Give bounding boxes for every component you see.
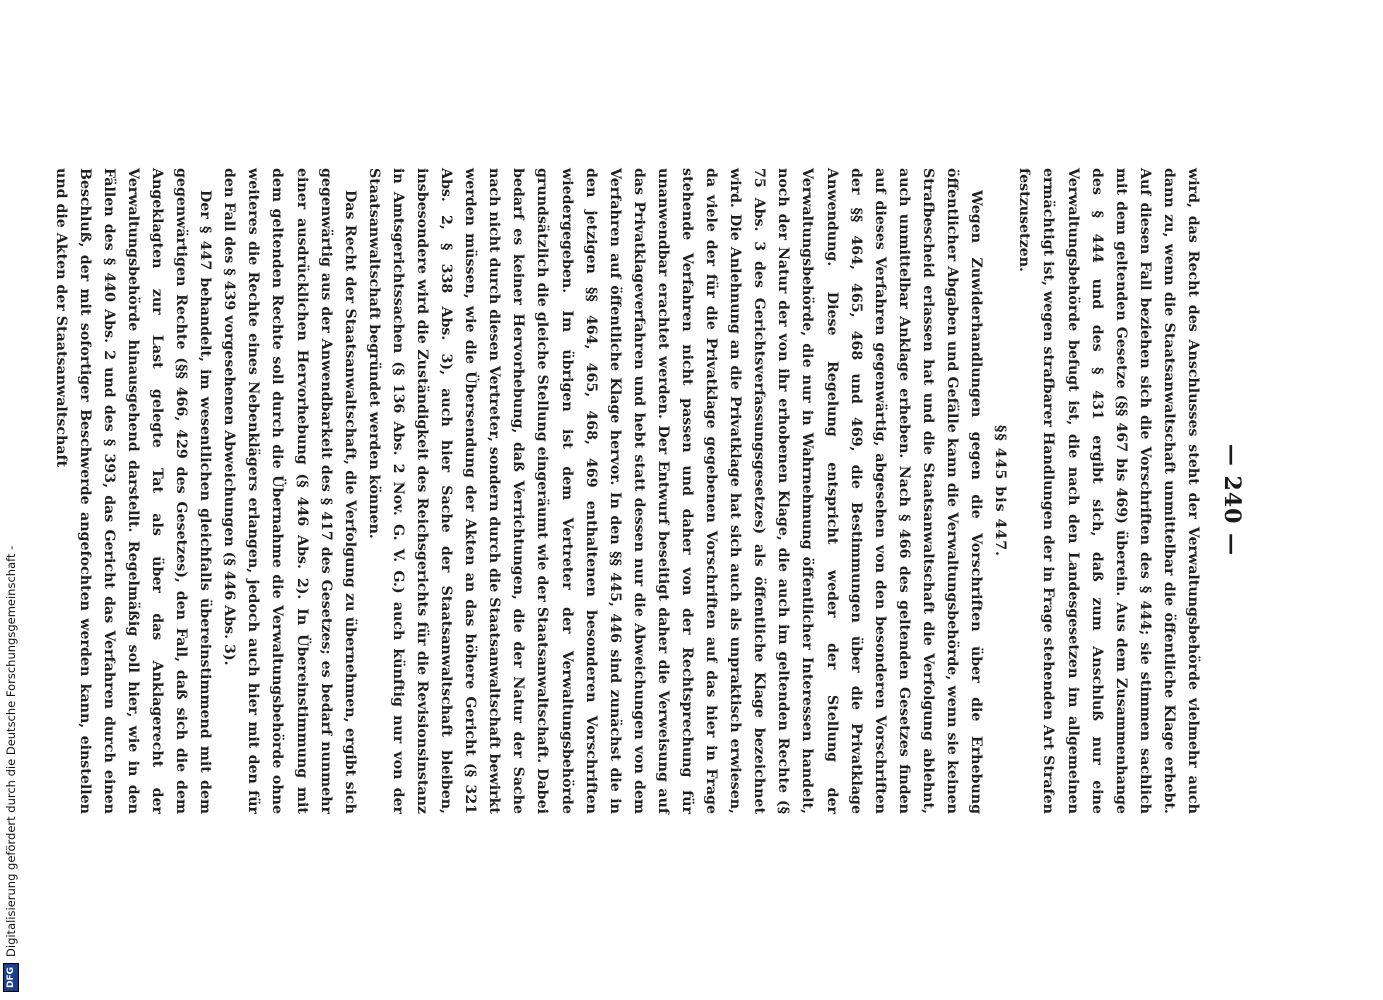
page-number: — 240 —	[1219, 443, 1245, 557]
paragraph-4: Der § 447 behandelt, im wesentlichen gleichfalls übereinstimmend mit dem gegenwärtigen Rechte (§§ 466, 429 des Gesetzes), den Fall, daß sich die dem Angeklagten zur Last gelegte Tat als über das Anklagerecht der Verwaltungsbehörde hinausgehend darstellt. Regelmäßig soll hier, wie in den Fällen des § 440 Abs. 2 und des § 393, das Gericht das Verfahren durch einen Beschluß, der mit sofortiger Beschwerde angefochten werden kann, einstellen und die Akten der Staatsanwaltschaft	[52, 168, 214, 814]
digitization-footer	[2, 0, 20, 1000]
page-body	[49, 168, 1206, 814]
section-heading: §§ 445 bis 447.	[992, 424, 1009, 558]
footer-text: Digitalisierung gefördert durch die Deutsche Forschungsgemeinschaft -	[4, 545, 18, 957]
paragraph-3: Das Recht der Staatsanwaltschaft, die Verfolgung zu übernehmen, ergibt sich gegenwärtig aus der Anwendbarkeit des § 417 des Gesetzes; es bedarf nunmehr einer ausdrücklichen Hervorhebung (§ 446 Abs. 2). In Übereinstimmung mit dem geltenden Rechte soll durch die Übernahme die Verwaltungsbehörde ohne weiteres die Rechte eines Nebenklägers erlangen, jedoch auch hier mit den für den Fall des § 439 vorgesehenen Abweichungen (§ 446 Abs. 3).	[221, 168, 358, 814]
paragraph-2: Wegen Zuwiderhandlungen gegen die Vorschriften über die Erhebung öffentlicher Abgaben und Gefälle kann die Verwaltungsbehörde, wenn sie keinen Strafbescheid erlassen hat und die Staatsanwaltschaft die Verfolgung ablehnt, auch unmittelbar Anklage erheben. Nach § 466 des geltenden Gesetzes finden auf dieses Verfahren gegenwärtig, abgesehen von den besonderen Vorschriften der §§ 464, 465, 468 und 469, die Bestimmungen über die Privatklage Anwendung. Diese Regelung entspricht weder der Stellung der Verwaltungsbehörde, die nur in Wahrnehmung öffentlicher Interessen handelt, noch der Natur der von ihr erhobenen Klage, die auch im geltenden Rechte (§ 75 Abs. 3 des Gerichtsverfassungsgesetzes) als öffentliche Klage bezeichnet wird. Die Anlehnung an die Privatklage hat sich auch als unpraktisch erwiesen, da viele der für die Privatklage gegebenen Vorschriften auf das hier in Frage stehende Verfahren nicht passen und daher von der Rechtsprechung für unanwendbar erachtet werden. Der Entwurf beseitigt daher die Verweisung auf das Privatklageverfahren und hebt statt dessen nur die Abweichungen von dem Verfahren auf öffentliche Klage hervor. In den §§ 445, 446 sind zunächst die in den jetzigen §§ 464, 465, 468, 469 enthaltenen besonderen Vorschriften wiedergegeben. Im übrigen ist dem Vertreter der Verwaltungsbehörde grundsätzlich die gleiche Stellung eingeräumt wie der Staatsanwaltschaft. Dabei bedarf es keiner Hervorhebung, daß Verrichtungen, die der Natur der Sache nach nicht durch diesen Vertreter, sondern durch die Staatsanwaltschaft bewirkt werden müssen, wie die Übersendung der Akten an das höhere Gericht (§ 321 Abs. 2, § 338 Abs. 3), auch hier Sache der Staatsanwaltschaft bleiben, insbesondere wird die Zuständigkeit des Reichsgerichts für die Revisionsinstanz in Amtsgerichtssachen (§ 136 Abs. 2 Nov. G. V. G.) auch künftig nur von der Staatsanwaltschaft begründet werden können.	[365, 168, 985, 814]
paragraph-1: wird, das Recht des Anschlusses steht der Verwaltungsbehörde vielmehr auch dann zu, wenn die Staatsanwaltschaft unmittelbar die öffentliche Klage erhebt. Auf diesen Fall beziehen sich die Vorschriften des § 444; sie stimmen sachlich mit dem geltenden Gesetze (§§ 467 bis 469) überein. Aus dem Zusammenhange des § 444 und des § 431 ergibt sich, daß zum Anschluß nur eine Verwaltungsbehörde befugt ist, die nach den Landesgesetzen im allgemeinen ermächtigt ist, wegen strafbarer Handlungen der in Frage stehenden Art Strafen festzusetzen.	[1016, 168, 1201, 814]
dfg-logo: DFG	[3, 963, 19, 992]
